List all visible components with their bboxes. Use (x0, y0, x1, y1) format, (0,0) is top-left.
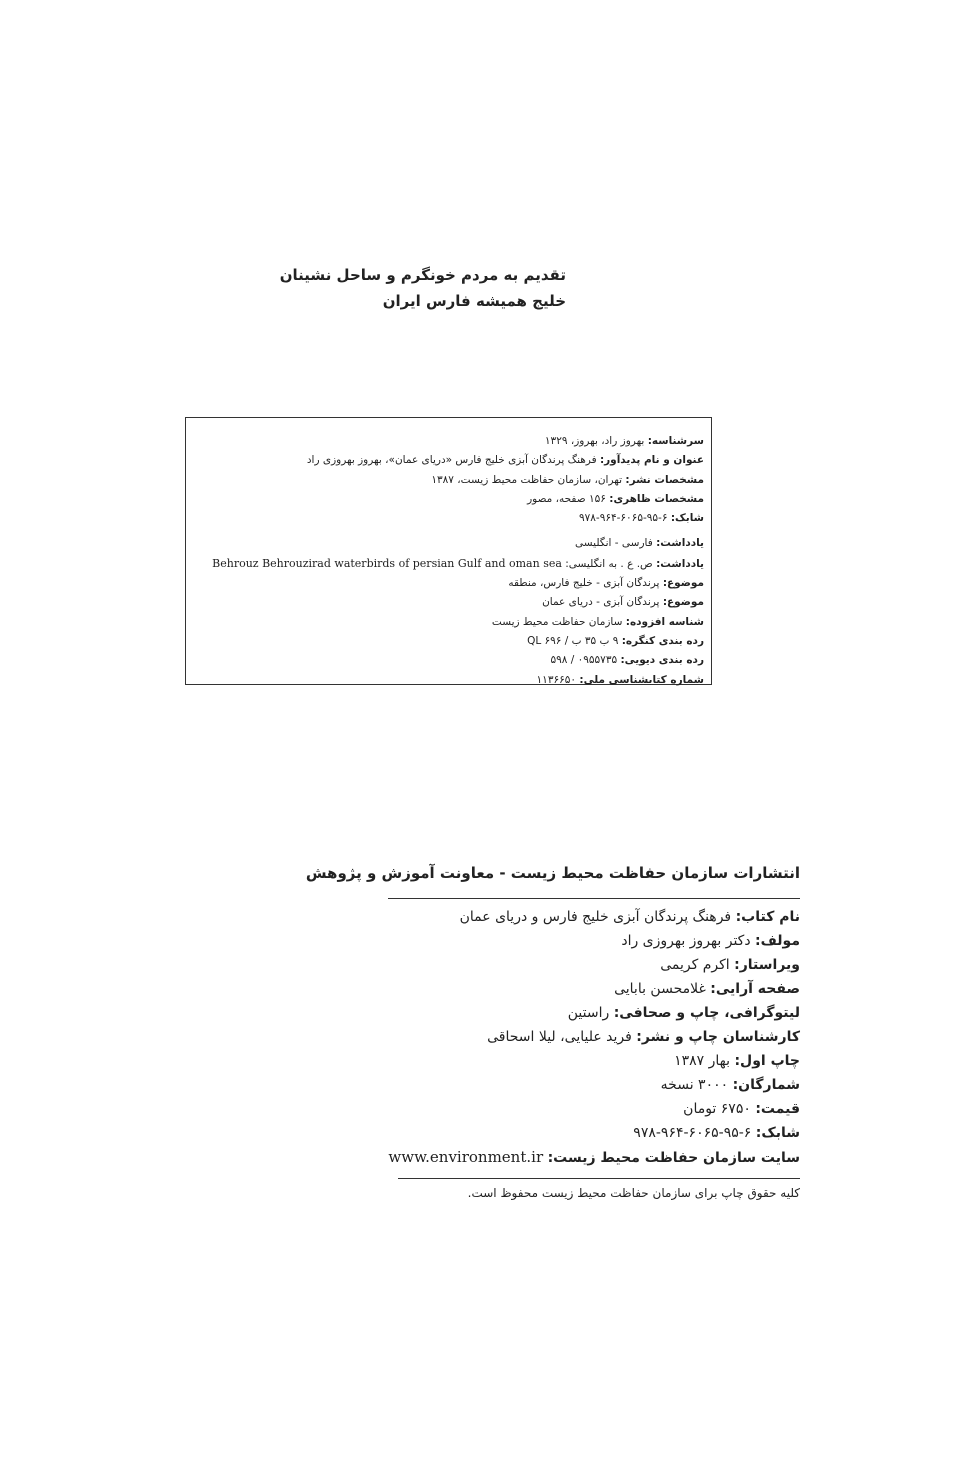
colophon-label: صفحه آرایی: (710, 981, 800, 997)
colophon (360, 905, 800, 1170)
cip-value: فارسی - انگلیسی (575, 537, 653, 550)
cip-line (194, 651, 704, 670)
cip-value: ۰۹۵۵۷۳۵ / ۵۹۸ (550, 654, 618, 667)
cip-value: پرندگان آبزی - خلیج فارس، منطقه (508, 577, 660, 590)
colophon-label: شابک: (755, 1125, 800, 1141)
cip-label: یادداشت: (656, 537, 704, 550)
cip-line (194, 554, 704, 574)
colophon-row (360, 977, 800, 1001)
cip-line (194, 432, 704, 451)
site-row (360, 1145, 800, 1170)
colophon-value: فرهنگ پرندگان آبزی خلیج فارس و دریای عمان (459, 909, 732, 925)
colophon-label: قیمت: (755, 1101, 800, 1117)
cip-line (194, 490, 704, 509)
cip-line (194, 632, 704, 651)
cip-line (194, 613, 704, 632)
cip-label: موضوع: (662, 577, 704, 590)
dedication-line-2: خلیج همیشه فارس ایران (382, 292, 566, 310)
publisher-title: انتشارات سازمان حفاظت محیط زیست - معاونت آموزش و پژوهش (305, 864, 800, 882)
colophon-value: ۶-۹۵-۶۰۶۵-۹۶۴-۹۷۸ (633, 1125, 752, 1141)
cip-label: موضوع: (662, 596, 704, 609)
colophon-row (360, 929, 800, 953)
colophon-value: ۳۰۰۰ نسخه (660, 1077, 729, 1093)
cip-value: سازمان حفاظت محیط زیست (491, 615, 623, 628)
colophon-label: شمارگان: (732, 1077, 800, 1093)
site-label: سایت سازمان حفاظت محیط زیست: (547, 1150, 800, 1166)
colophon-label: مولف: (755, 933, 800, 949)
colophon-label: چاپ اول: (734, 1053, 800, 1069)
dedication-line-1: تقدیم به مردم خونگرم و ساحل نشینان (279, 266, 566, 284)
cip-value: ۶-۹۵-۶۰۶۵-۹۶۴-۹۷۸ (578, 512, 668, 525)
cip-line (194, 471, 704, 490)
cip-value: ۱۵۶ صفحه، مصور (527, 492, 606, 505)
colophon-row (360, 1001, 800, 1025)
cip-label: شناسه افزوده: (625, 615, 704, 628)
colophon-value: دکتر بهروز بهروزی راد (621, 933, 751, 949)
cip-line (194, 451, 704, 470)
cip-label: رده بندی دیویی: (620, 654, 704, 667)
colophon-row (360, 1097, 800, 1121)
cip-label: عنوان و نام پدیدآور: (599, 454, 704, 467)
copyright-notice: کلیه حقوق چاپ برای سازمان حفاظت محیط زیست محفوظ است. (467, 1186, 800, 1200)
cip-label: رده بندی کنگره: (621, 634, 704, 647)
cip-line (194, 509, 704, 528)
colophon-label: ویراستار: (734, 957, 800, 973)
colophon-row (360, 1025, 800, 1049)
colophon-row (360, 1049, 800, 1073)
cip-lines (194, 432, 704, 690)
cip-value: تهران، سازمان حفاظت محیط زیست، ۱۳۸۷ (431, 473, 623, 486)
cip-label: شماره کتابشناسی ملی: (579, 673, 704, 686)
colophon-value: غلامحسن بابایی (614, 981, 706, 997)
divider-top (388, 898, 800, 899)
colophon-label: لیتوگرافی، چاپ و صحافی: (613, 1005, 800, 1021)
cip-line (194, 574, 704, 593)
divider-bottom (398, 1178, 800, 1179)
cip-value: ص. ع . به انگلیسی: (565, 557, 653, 570)
colophon-label: نام کتاب: (735, 909, 800, 925)
cip-value-latin: Behrouz Behrouzirad waterbirds of persian Gulf and oman sea (212, 556, 562, 570)
dedication (279, 262, 566, 314)
cip-value: پرندگان آبزی - دریای عمان (542, 596, 660, 609)
cip-label: سرشناسه: (647, 435, 704, 447)
cip-value: ۹ ب ۳۵ ب / QL ۶۹۶ (527, 634, 619, 647)
cip-value: فرهنگ پرندگان آبزی خلیج فارس «دریای عمان»، بهروز بهروزی راد (306, 454, 597, 467)
cip-line (194, 593, 704, 612)
colophon-label: کارشناسان چاپ و نشر: (636, 1029, 800, 1045)
cip-label: یادداشت: (656, 557, 704, 570)
site-url: www.environment.ir (388, 1148, 544, 1166)
cataloging-in-publication-box (185, 417, 712, 685)
cip-label: شابک: (670, 512, 704, 525)
colophon-value: اکرم کریمی (660, 957, 730, 973)
colophon-row (360, 1073, 800, 1097)
cip-line (194, 671, 704, 690)
colophon-value: راستین (567, 1005, 610, 1021)
cip-value: بهروز راد، بهروز، ۱۳۲۹ (544, 435, 645, 447)
cip-line (194, 534, 704, 553)
colophon-row (360, 1121, 800, 1145)
colophon-row (360, 905, 800, 929)
colophon-value: ۶۷۵۰ تومان (683, 1101, 751, 1117)
colophon-row (360, 953, 800, 977)
cip-label: مشخصات ظاهری: (609, 492, 704, 505)
colophon-value: بهار ۱۳۸۷ (674, 1053, 730, 1069)
cip-value: ۱۱۳۶۶۵۰ (536, 673, 577, 686)
cip-label: مشخصات نشر: (625, 473, 704, 486)
colophon-value: فرید علیایی، لیلا اسحاقی (487, 1029, 632, 1045)
